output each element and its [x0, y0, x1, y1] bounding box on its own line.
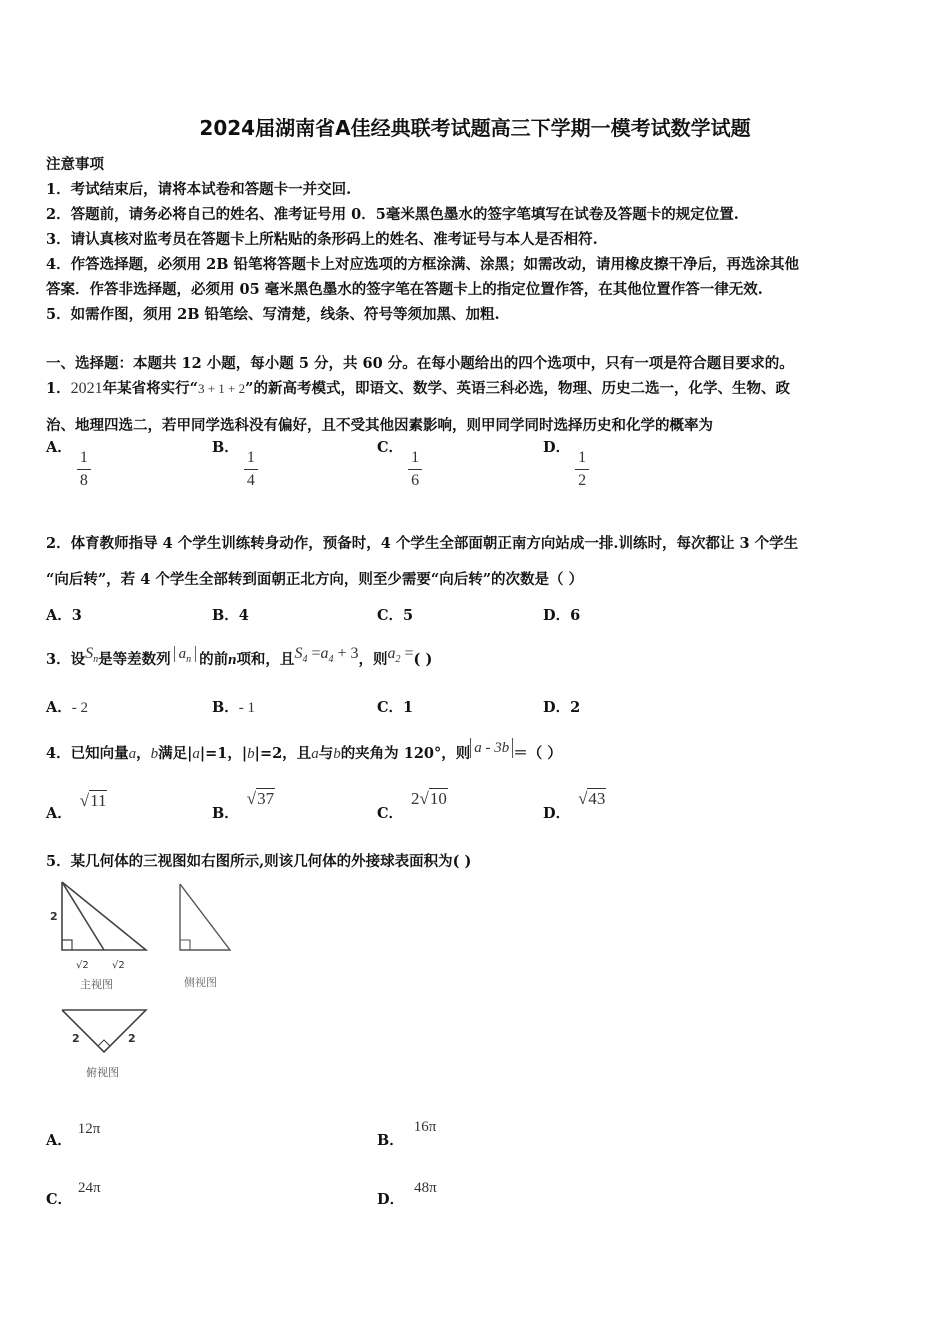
- option-d[interactable]: D．48π: [377, 1180, 437, 1208]
- fraction: $\frac{1}{6}$: [408, 449, 422, 490]
- front-view: [62, 882, 146, 950]
- option-a[interactable]: A．- 2: [46, 699, 89, 716]
- notice-item: 1．考试结束后，请将本试卷和答题卡一并交回.: [46, 181, 352, 198]
- side-caption: 侧视图: [184, 976, 217, 989]
- option-b[interactable]: B．- 1: [212, 699, 256, 716]
- front-bottom-label: √2: [76, 960, 89, 971]
- option-label: A．: [46, 439, 72, 456]
- option-d[interactable]: D．2: [543, 699, 581, 716]
- option-c[interactable]: C．2√10: [377, 789, 447, 822]
- option-label: D．: [543, 439, 571, 456]
- notice-item: 5．如需作图，须用 2B 铅笔绘、写清楚，线条、符号等须加黑、加粗.: [46, 306, 500, 323]
- question-text: ”的新高考模式，即语文、数学、英语三科必选，物理、历史二选一，化学、生物、政: [245, 380, 790, 397]
- notice-item: 答案．作答非选择题，必须用 05 毫米黑色墨水的签字笔在答题卡上的指定位置作答，在其他位置作答一律无效.: [46, 281, 763, 298]
- option-b[interactable]: B．16π: [377, 1119, 437, 1149]
- year: 2021: [70, 380, 103, 397]
- top-view: [62, 1010, 146, 1052]
- notice-item: 2．答题前，请务必将自己的姓名、准考证号用 0．5毫米黑色墨水的签字笔填写在试卷及答题卡的规定位置.: [46, 206, 739, 223]
- option-a[interactable]: A．√11: [46, 791, 107, 822]
- option-b[interactable]: B．4: [212, 607, 249, 624]
- option-d[interactable]: D．√43: [543, 789, 606, 822]
- question-1-line-1: [46, 377, 790, 398]
- question-2-line-2: “向后转”，若 4 个学生全部转到面朝正北方向，则至少需要“向后转”的次数是（ ）: [46, 571, 584, 588]
- top-right-label: 2: [128, 1032, 136, 1045]
- notice-item: 4．作答选择题，必须用 2B 铅笔将答题卡上对应选项的方框涂满、涂黑；如需改动，请用橡皮擦干净后，再选涂其他: [46, 256, 800, 273]
- section-header: 一、选择题：本题共 12 小题，每小题 5 分，共 60 分。在每小题给出的四个选项中，只有一项是符合题目要求的。: [46, 355, 794, 372]
- option-label: C．: [377, 439, 404, 456]
- page-title: 2024届湖南省A佳经典联考试题高三下学期一模考试数学试题: [199, 116, 751, 140]
- question-text: 年某省将实行“: [102, 380, 198, 397]
- vector-expression: a - 3b: [470, 738, 513, 758]
- fraction: $\frac{1}{4}$: [244, 449, 258, 490]
- question-2-line-1: 2．体育教师指导 4 个学生训练转身动作，预备时，4 个学生全部面朝正南方向站成一排.训练时，每次都让 3 个学生: [46, 535, 799, 552]
- top-caption: 俯视图: [86, 1066, 119, 1079]
- fraction: $\frac{1}{2}$: [575, 449, 589, 490]
- notice-item: 3．请认真核对监考员在答题卡上所粘贴的条形码上的姓名、准考证号与本人是否相符.: [46, 231, 598, 248]
- option-b[interactable]: [212, 439, 258, 490]
- question-5: 5．某几何体的三视图如右图所示,则该几何体的外接球表面积为( ): [46, 853, 472, 870]
- front-caption: 主视图: [80, 978, 113, 991]
- question-4: 4．已知向量a，b满足|a|=1，|b|=2，且a与b的夹角为 120°，则 a - 3b ＝（ ）: [46, 740, 562, 762]
- front-bottom-label: √2: [112, 960, 125, 971]
- model-expression: 3 + 1 + 2: [197, 381, 246, 396]
- option-d[interactable]: D．6: [543, 607, 581, 624]
- front-side-label: 2: [50, 910, 58, 923]
- three-view-figure: [46, 876, 246, 1086]
- option-c[interactable]: C．1: [377, 699, 414, 716]
- question-number: 1．: [46, 380, 71, 397]
- option-b[interactable]: B．√37: [212, 789, 275, 822]
- option-c[interactable]: C．5: [377, 607, 414, 624]
- option-a[interactable]: A．12π: [46, 1121, 101, 1149]
- top-left-label: 2: [72, 1032, 80, 1045]
- notice-heading: 注意事项: [46, 156, 104, 173]
- option-c[interactable]: [377, 439, 422, 490]
- option-c[interactable]: C．24π: [46, 1180, 101, 1208]
- option-d[interactable]: [543, 439, 589, 490]
- option-a[interactable]: [46, 439, 91, 490]
- option-a[interactable]: A．3: [46, 607, 82, 624]
- option-label: B．: [212, 439, 239, 456]
- fraction: $\frac{1}{8}$: [77, 449, 91, 490]
- side-view: [180, 884, 230, 950]
- question-3: 3．设$S_n$是等差数列 $a_n$ 的前n项和，且$S_4 =a_4 + 3$，则$a_2$ =( ): [46, 645, 433, 668]
- question-1-line-2: 治、地理四选二，若甲同学选科没有偏好，且不受其他因素影响，则甲同学同时选择历史和化学的概率为: [46, 417, 713, 434]
